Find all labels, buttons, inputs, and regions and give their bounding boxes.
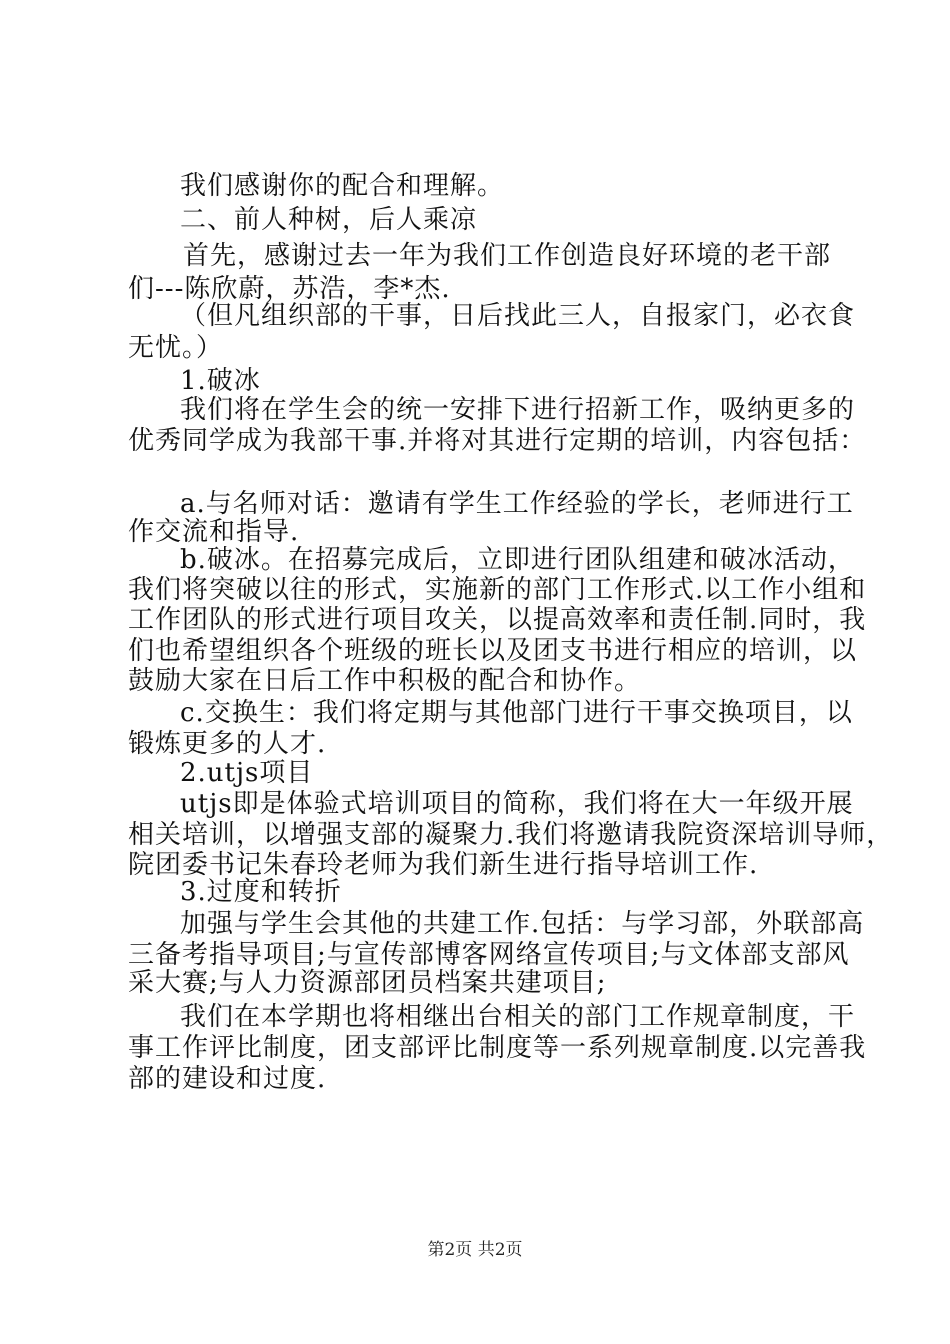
text-line: 锻炼更多的人才. [128, 729, 327, 759]
text-line: 工作团队的形式进行项目攻关，以提高效率和责任制.同时，我 [128, 605, 867, 635]
subsection-heading: 3.过度和转折 [180, 877, 342, 907]
list-item: b.破冰。在招募完成后，立即进行团队组建和破冰活动， [180, 545, 855, 575]
text-line: 院团委书记朱春玲老师为我们新生进行指导培训工作. [128, 850, 759, 880]
text-line: 们---陈欣蔚，苏浩，李*杰. [128, 274, 451, 304]
text-line: 三备考指导项目;与宣传部博客网络宣传项目;与文体部支部风 [128, 940, 850, 970]
text-line: 我们将在学生会的统一安排下进行招新工作，吸纳更多的 [180, 395, 856, 425]
text-line: 我们将突破以往的形式，实施新的部门工作形式.以工作小组和 [128, 575, 867, 605]
text-line: 鼓励大家在日后工作中积极的配合和协作。 [128, 666, 642, 696]
text-line: 相关培训，以增强支部的凝聚力.我们将邀请我院资深培训导师， [128, 820, 894, 850]
text-line: 作交流和指导. [128, 517, 300, 547]
list-item: a.与名师对话：邀请有学生工作经验的学长，老师进行工 [180, 489, 854, 519]
text-line: （但凡组织部的干事，日后找此三人，自报家门，必衣食 [180, 301, 856, 331]
page-number-footer: 第2页 共2页 [427, 1240, 523, 1260]
subsection-heading: 1.破冰 [180, 366, 261, 396]
text-line: 无忧。） [128, 333, 224, 363]
text-line: 们也希望组织各个班级的班长以及团支书进行相应的培训，以 [128, 636, 858, 666]
text-line: 采大赛;与人力资源部团员档案共建项目; [128, 968, 607, 998]
text-line: 部的建设和过度. [128, 1064, 327, 1094]
section-heading: 二、前人种树，后人乘凉 [180, 205, 478, 235]
text-line: utjs即是体验式培训项目的简称，我们将在大一年级开展 [180, 789, 854, 819]
text-line: 我们感谢你的配合和理解。 [180, 171, 505, 201]
list-item: c.交换生：我们将定期与其他部门进行干事交换项目，以 [180, 698, 853, 728]
text-line: 首先，感谢过去一年为我们工作创造良好环境的老干部 [183, 241, 832, 271]
subsection-heading: 2.utjs项目 [180, 758, 314, 788]
text-line: 优秀同学成为我部干事.并将对其进行定期的培训，内容包括： [128, 426, 867, 456]
text-line: 加强与学生会其他的共建工作.包括：与学习部，外联部高 [180, 909, 865, 939]
text-line: 事工作评比制度，团支部评比制度等一系列规章制度.以完善我 [128, 1033, 867, 1063]
text-line: 我们在本学期也将相继出台相关的部门工作规章制度，干 [180, 1002, 856, 1032]
